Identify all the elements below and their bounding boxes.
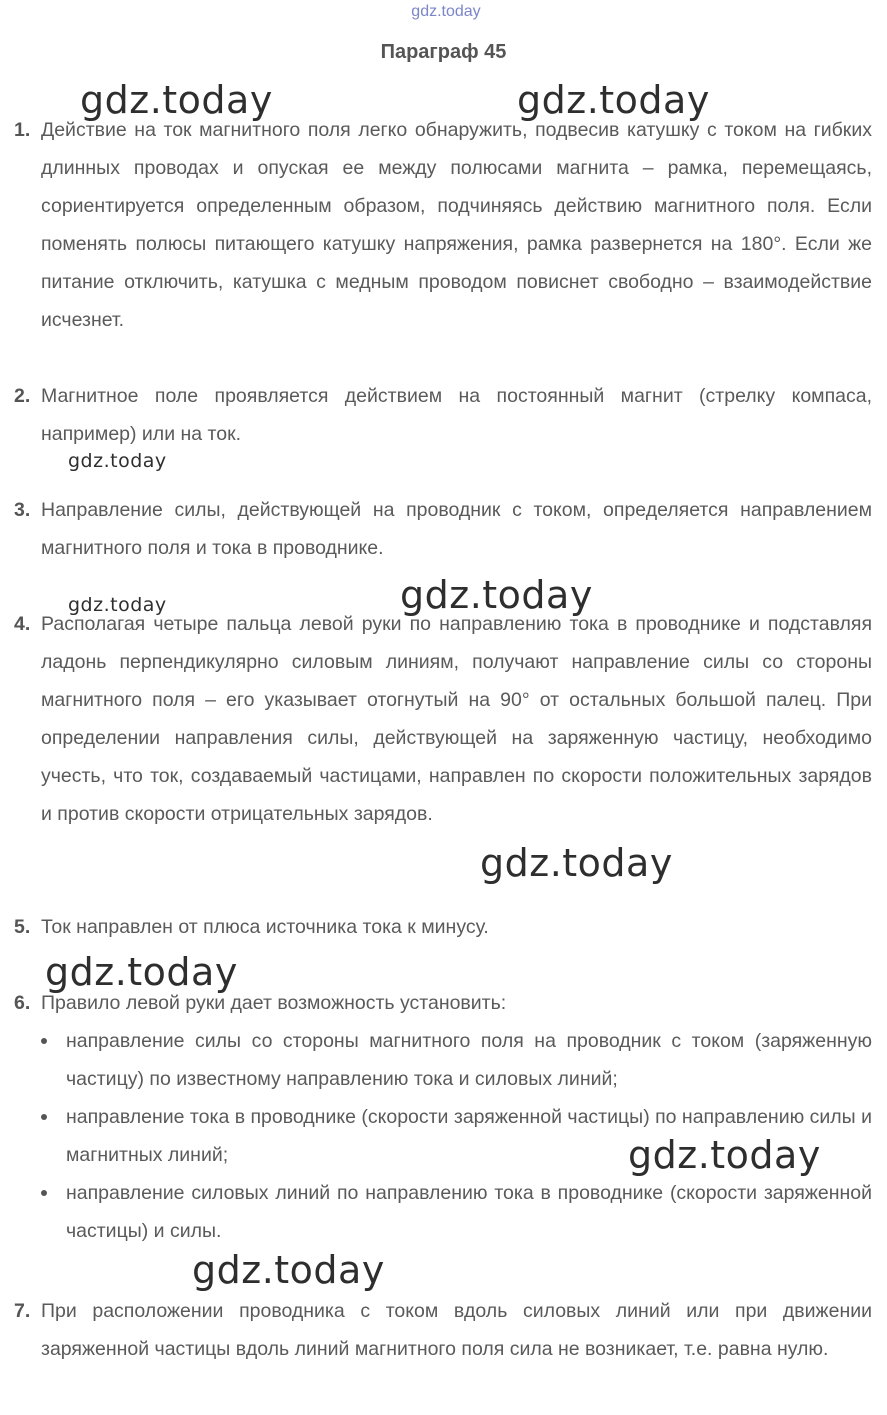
bullet-icon <box>41 1038 47 1044</box>
watermark: gdz.today <box>68 594 167 616</box>
watermark: gdz.today <box>80 78 273 122</box>
item-number: 3. <box>14 499 31 521</box>
watermark: gdz.today <box>480 841 673 885</box>
item-text: Правило левой руки дает возможность установить: <box>41 992 507 1014</box>
item-number: 2. <box>14 385 31 407</box>
answer-item-2 <box>14 377 872 453</box>
answer-item-4 <box>14 605 872 833</box>
answer-item-1 <box>14 111 872 339</box>
item-number: 7. <box>14 1300 31 1322</box>
item-text: Действие на ток магнитного поля легко обнаружить, подвесив катушку с током на гибких длинных проводах и опуская ее между полюсами магнита – рамка, перемещаясь, сориентируется определенным образом, подчиняясь действию магнитного поля. Если поменять полюсы питающего катушку напряжения, рамка развернется на 180°. Если же питание отключить, катушка с медным проводом повиснет свободно – взаимодействие исчезнет. <box>41 119 872 331</box>
watermark: gdz.today <box>68 450 167 472</box>
bullet-text: направление силовых линий по направлению тока в проводнике (скорости заряженной частицы) и силы. <box>66 1182 872 1242</box>
page-title: Параграф 45 <box>380 41 507 63</box>
item-text: Ток направлен от плюса источника тока к минусу. <box>41 916 489 938</box>
bullet-text: направление тока в проводнике (скорости заряженной частицы) по направлению силы и магнитных линий; <box>66 1106 872 1166</box>
watermark: gdz.today <box>45 950 238 994</box>
bullet-icon <box>41 1190 47 1196</box>
answer-item-6 <box>14 984 872 1250</box>
item-text: Магнитное поле проявляется действием на постоянный магнит (стрелку компаса, например) или на ток. <box>41 385 872 445</box>
site-link[interactable]: gdz.today <box>411 3 481 20</box>
item-text: Располагая четыре пальца левой руки по направлению тока в проводнике и подставляя ладонь перпендикулярно силовым линиям, получают направление силы со стороны магнитного поля – его указывает отогнутый на 90° от остальных большой палец. При определении направления силы, действующей на заряженную частицу, необходимо учесть, что ток, создаваемый частицами, направлен по скорости положительных зарядов и против скорости отрицательных зарядов. <box>41 613 872 825</box>
list-item <box>14 1022 872 1098</box>
item-number: 6. <box>14 992 31 1014</box>
watermark: gdz.today <box>400 573 593 617</box>
watermark: gdz.today <box>628 1133 821 1177</box>
item-number: 5. <box>14 916 31 938</box>
watermark: gdz.today <box>192 1248 385 1292</box>
item-number: 4. <box>14 613 31 635</box>
list-item <box>14 1174 872 1250</box>
bullet-icon <box>41 1114 47 1120</box>
answer-item-7 <box>14 1292 872 1368</box>
item-text: При расположении проводника с током вдоль силовых линий или при движении заряженной частицы вдоль линий магнитного поля сила не возникает, т.е. равна нулю. <box>41 1300 872 1360</box>
answer-item-5 <box>14 908 872 946</box>
watermark: gdz.today <box>517 78 710 122</box>
item-text: Направление силы, действующей на проводник с током, определяется направлением магнитного поля и тока в проводнике. <box>41 499 872 559</box>
bullet-text: направление силы со стороны магнитного поля на проводник с током (заряженную частицу) по известному направлению тока и силовых линий; <box>66 1030 872 1090</box>
answer-item-3 <box>14 491 872 567</box>
item-number: 1. <box>14 119 31 141</box>
